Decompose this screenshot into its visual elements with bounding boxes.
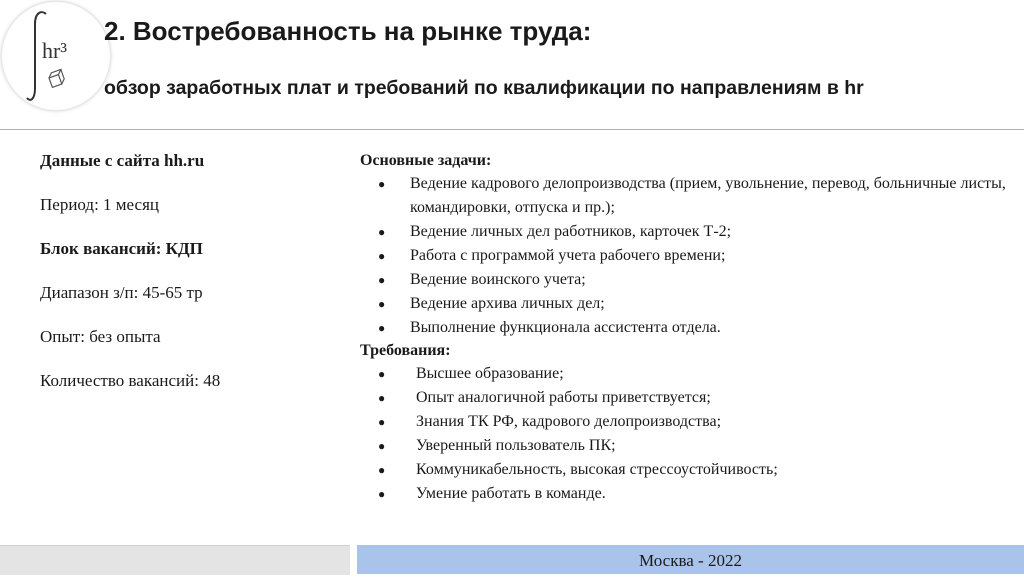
bullet-icon: ● — [378, 273, 386, 287]
bullet-icon: ● — [378, 367, 386, 381]
list-item — [360, 268, 1020, 292]
list-item — [360, 410, 1020, 434]
bullet-icon: ● — [378, 463, 386, 477]
logo-mark — [2, 2, 110, 110]
bullet-icon: ● — [378, 249, 386, 263]
list-item — [360, 458, 1020, 482]
requirements-heading: Требования: — [360, 342, 451, 359]
bullet-icon: ● — [378, 415, 386, 429]
footer-separator — [350, 545, 357, 574]
requirement-text: Коммуникабельность, высокая стрессоустойчивость; — [416, 461, 778, 478]
task-text: Работа с программой учета рабочего времени; — [410, 247, 726, 264]
summary-panel — [40, 150, 340, 414]
bullet-icon: ● — [378, 321, 386, 335]
bullet-icon: ● — [378, 297, 386, 311]
header-divider — [0, 129, 1024, 130]
footer-location-year: Москва - 2022 — [639, 551, 742, 570]
list-item — [360, 316, 1020, 340]
details-panel — [360, 150, 1020, 506]
list-item — [360, 362, 1020, 386]
data-source: Данные с сайта hh.ru — [40, 151, 205, 170]
page-subtitle: обзор заработных плат и требований по квалификации по направлениям в hr — [104, 77, 864, 99]
salary-range: Диапазон з/п: 45-65 тр — [40, 283, 203, 302]
task-text: Ведение кадрового делопроизводства (прием, увольнение, перевод, больничные листы, командировки, отпуска и пр.); — [410, 175, 1006, 216]
list-item — [360, 386, 1020, 410]
requirement-text: Умение работать в команде. — [416, 485, 606, 502]
list-item — [360, 434, 1020, 458]
requirement-text: Опыт аналогичной работы приветствуется; — [416, 389, 711, 406]
slide-header — [0, 0, 1024, 130]
requirement-text: Знания ТК РФ, кадрового делопроизводства; — [416, 413, 722, 430]
requirement-text: Уверенный пользователь ПК; — [416, 437, 616, 454]
vacancy-count: Количество вакансий: 48 — [40, 371, 221, 390]
task-text: Ведение воинского учета; — [410, 271, 586, 288]
list-item — [360, 482, 1020, 506]
logo — [2, 2, 110, 110]
vacancy-block: Блок вакансий: КДП — [40, 239, 203, 258]
bullet-icon: ● — [378, 225, 386, 239]
bullet-icon: ● — [378, 391, 386, 405]
page-title: 2. Востребованность на рынке труда: — [104, 16, 592, 46]
tasks-heading: Основные задачи: — [360, 152, 492, 169]
logo-text: hr³ — [42, 38, 67, 63]
footer-right-bar — [357, 545, 1024, 574]
list-item — [360, 172, 1020, 220]
experience: Опыт: без опыта — [40, 327, 161, 346]
list-item — [360, 244, 1020, 268]
bullet-icon: ● — [378, 177, 386, 191]
requirement-text: Высшее образование; — [416, 365, 564, 382]
task-text: Выполнение функционала ассистента отдела. — [410, 319, 721, 336]
list-item — [360, 292, 1020, 316]
footer-left-bar — [0, 545, 350, 575]
requirements-list — [360, 362, 1020, 506]
list-item — [360, 220, 1020, 244]
tasks-list — [360, 172, 1020, 340]
task-text: Ведение личных дел работников, карточек Т-2; — [410, 223, 732, 240]
bullet-icon: ● — [378, 487, 386, 501]
task-text: Ведение архива личных дел; — [410, 295, 605, 312]
period: Период: 1 месяц — [40, 195, 159, 214]
bullet-icon: ● — [378, 439, 386, 453]
